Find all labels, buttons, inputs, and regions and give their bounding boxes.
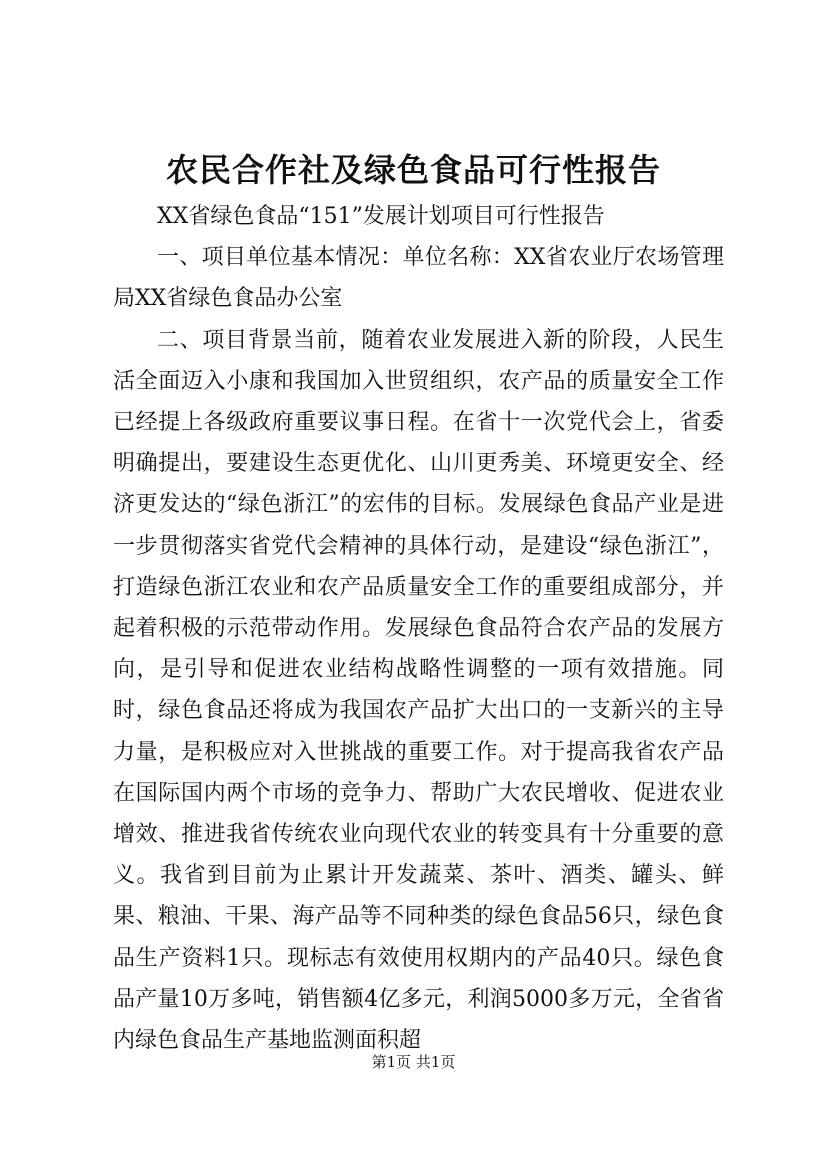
document-body	[113, 196, 724, 1061]
paragraph-unit-info: 一、项目单位基本情况：单位名称：XX省农业厅农场管理局XX省绿色食品办公室	[113, 245, 724, 312]
document-title: 农民合作社及绿色食品可行性报告	[165, 151, 661, 189]
paragraph-subtitle: XX省绿色食品“151”发展计划项目可行性报告	[157, 204, 605, 229]
paragraph-background: 二、项目背景当前，随着农业发展进入新的阶段，人民生活全面迈入小康和我国加入世贸组织，农产品的质量安全工作已经提上各级政府重要议事日程。在省十一次党代会上，省委明确提出，要建设生态更优化、山川更秀美、环境更安全、经济更发达的“绿色浙江”的宏伟的目标。发展绿色食品产业是进一步贯彻落实省党代会精神的具体行动，是建设“绿色浙江”，打造绿色浙江农业和农产品质量安全工作的重要组成部分，并起着积极的示范带动作用。发展绿色食品符合农产品的发展方向，是引导和促进农业结构战略性调整的一项有效措施。同时，绿色食品还将成为我国农产品扩大出口的一支新兴的主导力量，是积极应对入世挑战的重要工作。对于提高我省农产品在国际国内两个市场的竞争力、帮助广大农民增收、促进农业增效、推进我省传统农业向现代农业的转变具有十分重要的意义。我省到目前为止累计开发蔬菜、茶叶、酒类、罐头、鲜果、粮油、干果、海产品等不同种类的绿色食品56只，绿色食品生产资料1只。现标志有效使用权期内的产品40只。绿色食品产量10万多吨，销售额4亿多元，利润5000多万元，全省省内绿色食品生产基地监测面积超	[113, 327, 724, 1054]
page-footer: 第1页 共1页	[371, 1053, 456, 1071]
